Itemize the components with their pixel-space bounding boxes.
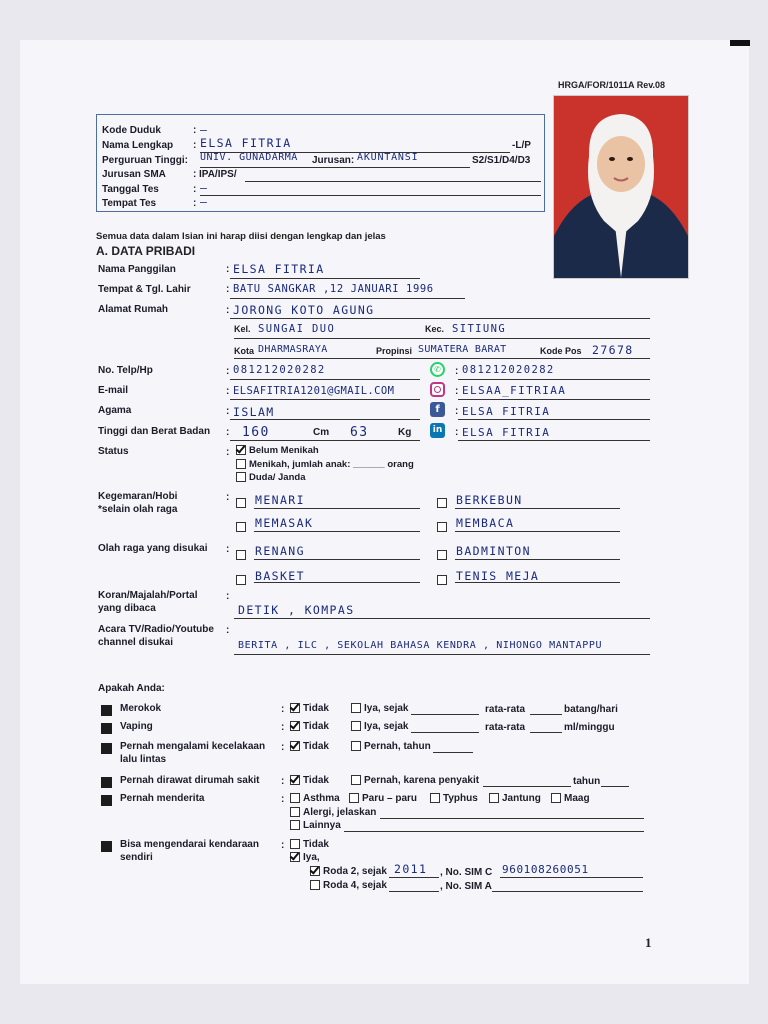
merokok-rata: rata-rata	[485, 704, 526, 715]
olahraga-item-4[interactable]	[437, 571, 450, 589]
hobi-item-3[interactable]	[236, 518, 249, 536]
status-menikah[interactable]: Menikah, jumlah anak: ______ orang	[236, 459, 414, 470]
vaping-tidak[interactable]: Tidak	[290, 721, 329, 732]
menderita-typhus[interactable]: Typhus	[430, 793, 478, 804]
kendaraan-label: Bisa mengendarai kendaraan	[120, 839, 259, 850]
kota-label: Kota	[234, 346, 254, 356]
degree-suffix: S2/S1/D4/D3	[472, 155, 531, 166]
checkbox-icon[interactable]	[236, 498, 246, 508]
perguruan-tinggi-label: Perguruan Tinggi:	[102, 155, 188, 166]
checkbox-icon[interactable]	[437, 550, 447, 560]
merokok-unit: batang/hari	[564, 704, 618, 715]
sim-a-label: , No. SIM A	[440, 881, 492, 892]
checkbox-icon[interactable]	[310, 866, 320, 876]
olahraga-value-2: BADMINTON	[456, 544, 531, 558]
page-edge	[730, 40, 750, 46]
menderita-maag[interactable]: Maag	[551, 793, 590, 804]
checkbox-icon[interactable]	[551, 793, 561, 803]
menderita-label: Pernah menderita	[120, 793, 205, 804]
tempat-tes-value: –	[200, 195, 209, 209]
hobi-label: Kegemaran/Hobi	[98, 491, 178, 502]
form-code: HRGA/FOR/1011A Rev.08	[558, 80, 666, 90]
kode-duduk-value: –	[200, 123, 209, 137]
checkbox-icon[interactable]	[310, 880, 320, 890]
checkbox-icon[interactable]	[290, 741, 300, 751]
height-value: 160	[242, 425, 270, 440]
bullet-icon	[101, 703, 112, 721]
alamat-value: JORONG KOTO AGUNG	[233, 303, 375, 317]
menderita-alergi[interactable]: Alergi, jelaskan	[290, 807, 376, 818]
vaping-rata: rata-rata	[485, 722, 526, 733]
apakah-title: Apakah Anda:	[98, 683, 165, 694]
linkedin-value: ELSA FITRIA	[462, 426, 551, 439]
dirawat-label: Pernah dirawat dirumah sakit	[120, 775, 260, 786]
kendaraan-iya[interactable]: Iya,	[290, 852, 320, 863]
checkbox-icon[interactable]	[489, 793, 499, 803]
kota-value: DHARMASRAYA	[258, 344, 328, 355]
perguruan-tinggi-value: UNIV. GUNADARMA	[200, 152, 298, 163]
checkbox-icon[interactable]	[236, 472, 246, 482]
checkbox-icon[interactable]	[351, 721, 361, 731]
whatsapp-value: 081212020282	[462, 364, 555, 376]
checkbox-icon[interactable]	[437, 575, 447, 585]
nama-lengkap-value: ELSA FITRIA	[200, 136, 292, 150]
menderita-asthma[interactable]: Asthma	[290, 793, 340, 804]
tanggal-tes-label: Tanggal Tes	[102, 184, 159, 195]
instagram-value: ELSAA_FITRIAA	[462, 384, 567, 397]
kendaraan-roda2[interactable]: Roda 2, sejak	[310, 866, 387, 877]
merokok-tidak[interactable]: Tidak	[290, 703, 329, 714]
nama-lengkap-label: Nama Lengkap	[102, 140, 174, 151]
jurusan-sma-value: IPA/IPS/	[199, 169, 237, 180]
hobi-value-3: MEMASAK	[255, 516, 314, 530]
instruction-text: Semua data dalam Isian ini harap diisi dengan lengkap dan jelas	[96, 231, 386, 242]
telp-value: 081212020282	[233, 364, 326, 376]
hobi-value-2: BERKEBUN	[456, 493, 523, 507]
olahraga-item-2[interactable]	[437, 546, 450, 564]
merokok-label: Merokok	[120, 703, 162, 714]
alamat-label: Alamat Rumah	[98, 304, 169, 315]
bullet-icon	[101, 775, 112, 793]
hobi-note: *selain olah raga	[98, 504, 178, 515]
gender-suffix: -L/P	[512, 140, 531, 151]
hobi-value-4: MEMBACA	[456, 516, 515, 530]
checkbox-icon[interactable]	[290, 703, 300, 713]
checkbox-icon[interactable]	[351, 703, 361, 713]
email-value: ELSAFITRIA1201@GMAIL.COM	[233, 385, 395, 397]
checkbox-icon[interactable]	[290, 793, 300, 803]
kode-duduk-label: Kode Duduk	[102, 125, 161, 136]
checkbox-icon[interactable]	[430, 793, 440, 803]
acara-label-2: channel disukai	[98, 637, 174, 648]
kendaraan-roda4[interactable]: Roda 4, sejak	[310, 880, 387, 891]
cm-label: Cm	[313, 427, 330, 438]
nama-panggilan-value: ELSA FITRIA	[233, 262, 325, 276]
vaping-unit: ml/minggu	[564, 722, 615, 733]
telp-label: No. Telp/Hp	[98, 365, 153, 376]
agama-value: ISLAM	[233, 405, 275, 419]
section-a-title: A. DATA PRIBADI	[96, 244, 196, 258]
kecelakaan-label: Pernah mengalami kecelakaan	[120, 741, 266, 752]
olahraga-item-1[interactable]	[236, 546, 249, 564]
kendaraan-tidak[interactable]: Tidak	[290, 839, 329, 850]
kg-label: Kg	[398, 427, 412, 438]
tanggal-tes-value: –	[200, 181, 209, 195]
whatsapp-icon: ✆	[430, 362, 445, 377]
dirawat-pernah[interactable]: Pernah, karena penyakit	[351, 775, 479, 786]
kendaraan-label-2: sendiri	[120, 852, 153, 863]
vaping-label: Vaping	[120, 721, 153, 732]
checkbox-icon[interactable]	[437, 498, 447, 508]
jurusan-value: AKUNTANSI	[357, 152, 419, 163]
sim-c-label: , No. SIM C	[440, 867, 493, 878]
sim-c-number: 960108260051	[502, 863, 589, 876]
propinsi-value: SUMATERA BARAT	[418, 344, 507, 355]
vaping-iya[interactable]: Iya, sejak	[351, 721, 408, 732]
acara-value: BERITA , ILC , SEKOLAH BAHASA KENDRA , NIHONGO MANTAPPU	[238, 640, 603, 651]
koran-value: DETIK , KOMPAS	[238, 603, 355, 617]
bullet-icon	[101, 741, 112, 759]
checkbox-icon[interactable]	[290, 820, 300, 830]
status-belum-menikah[interactable]: Belum Menikah	[236, 445, 319, 456]
agama-label: Agama	[98, 405, 132, 416]
olahraga-value-4: TENIS MEJA	[456, 569, 540, 583]
checkbox-icon[interactable]	[437, 522, 447, 532]
page-number: 1	[645, 935, 652, 950]
checkbox-icon[interactable]	[290, 775, 300, 785]
facebook-icon: f	[430, 402, 445, 417]
menderita-lainnya[interactable]: Lainnya	[290, 820, 341, 831]
hobi-item-1[interactable]	[236, 494, 249, 512]
kecelakaan-pernah[interactable]: Pernah, tahun	[351, 741, 431, 752]
kel-value: SUNGAI DUO	[258, 323, 336, 335]
koran-label-2: yang dibaca	[98, 603, 156, 614]
checkbox-icon[interactable]	[236, 575, 246, 585]
status-duda-janda[interactable]: Duda/ Janda	[236, 472, 306, 483]
checkbox-icon[interactable]	[290, 852, 300, 862]
kode-pos-value: 27678	[592, 343, 634, 357]
dirawat-tahun: tahun	[573, 776, 601, 787]
checkbox-icon[interactable]	[290, 721, 300, 731]
nama-panggilan-label: Nama Panggilan	[98, 264, 176, 275]
tempat-tes-label: Tempat Tes	[102, 198, 157, 209]
dirawat-tidak[interactable]: Tidak	[290, 775, 329, 786]
menderita-paru[interactable]: Paru – paru	[349, 793, 417, 804]
checkbox-icon[interactable]	[236, 522, 246, 532]
koran-label: Koran/Majalah/Portal	[98, 590, 198, 601]
hobi-item-4[interactable]	[437, 518, 450, 536]
status-label: Status	[98, 446, 129, 457]
checkbox-icon[interactable]	[351, 775, 361, 785]
checkbox-icon[interactable]	[290, 839, 300, 849]
instagram-icon	[430, 382, 445, 397]
email-label: E-mail	[98, 385, 129, 396]
kel-label: Kel.	[234, 324, 251, 334]
linkedin-icon: in	[430, 423, 445, 438]
checkbox-icon[interactable]	[290, 807, 300, 817]
olahraga-item-3[interactable]	[236, 571, 249, 589]
olahraga-value-3: BASKET	[255, 569, 305, 583]
propinsi-label: Propinsi	[376, 346, 413, 356]
hobi-value-1: MENARI	[255, 493, 305, 507]
ttl-value: BATU SANGKAR ,12 JANUARI 1996	[233, 283, 434, 295]
kec-label: Kec.	[425, 324, 445, 334]
jurusan-sma-label: Jurusan SMA	[102, 169, 166, 180]
olahraga-value-1: RENANG	[255, 544, 305, 558]
bullet-icon	[101, 793, 112, 811]
kec-value: SITIUNG	[452, 323, 507, 335]
checkbox-icon[interactable]	[236, 445, 246, 455]
checkbox-icon[interactable]	[349, 793, 359, 803]
ttl-label: Tempat & Tgl. Lahir	[98, 284, 191, 295]
tb-label: Tinggi dan Berat Badan	[98, 426, 211, 437]
hobi-item-2[interactable]	[437, 494, 450, 512]
checkbox-icon[interactable]	[236, 550, 246, 560]
merokok-iya[interactable]: Iya, sejak	[351, 703, 408, 714]
menderita-jantung[interactable]: Jantung	[489, 793, 541, 804]
facebook-value: ELSA FITRIA	[462, 405, 551, 418]
acara-label: Acara TV/Radio/Youtube	[98, 624, 214, 635]
kode-pos-label: Kode Pos	[540, 346, 582, 356]
kecelakaan-label-2: lalu lintas	[120, 754, 167, 765]
jurusan-label: Jurusan:	[312, 155, 355, 166]
bullet-icon	[101, 721, 112, 739]
checkbox-icon[interactable]	[236, 459, 246, 469]
bullet-icon	[101, 839, 112, 857]
weight-value: 63	[350, 425, 369, 440]
checkbox-icon[interactable]	[351, 741, 361, 751]
olahraga-label: Olah raga yang disukai	[98, 543, 208, 554]
kecelakaan-tidak[interactable]: Tidak	[290, 741, 329, 752]
applicant-photo	[553, 95, 689, 279]
roda2-year: 2011	[394, 862, 428, 876]
